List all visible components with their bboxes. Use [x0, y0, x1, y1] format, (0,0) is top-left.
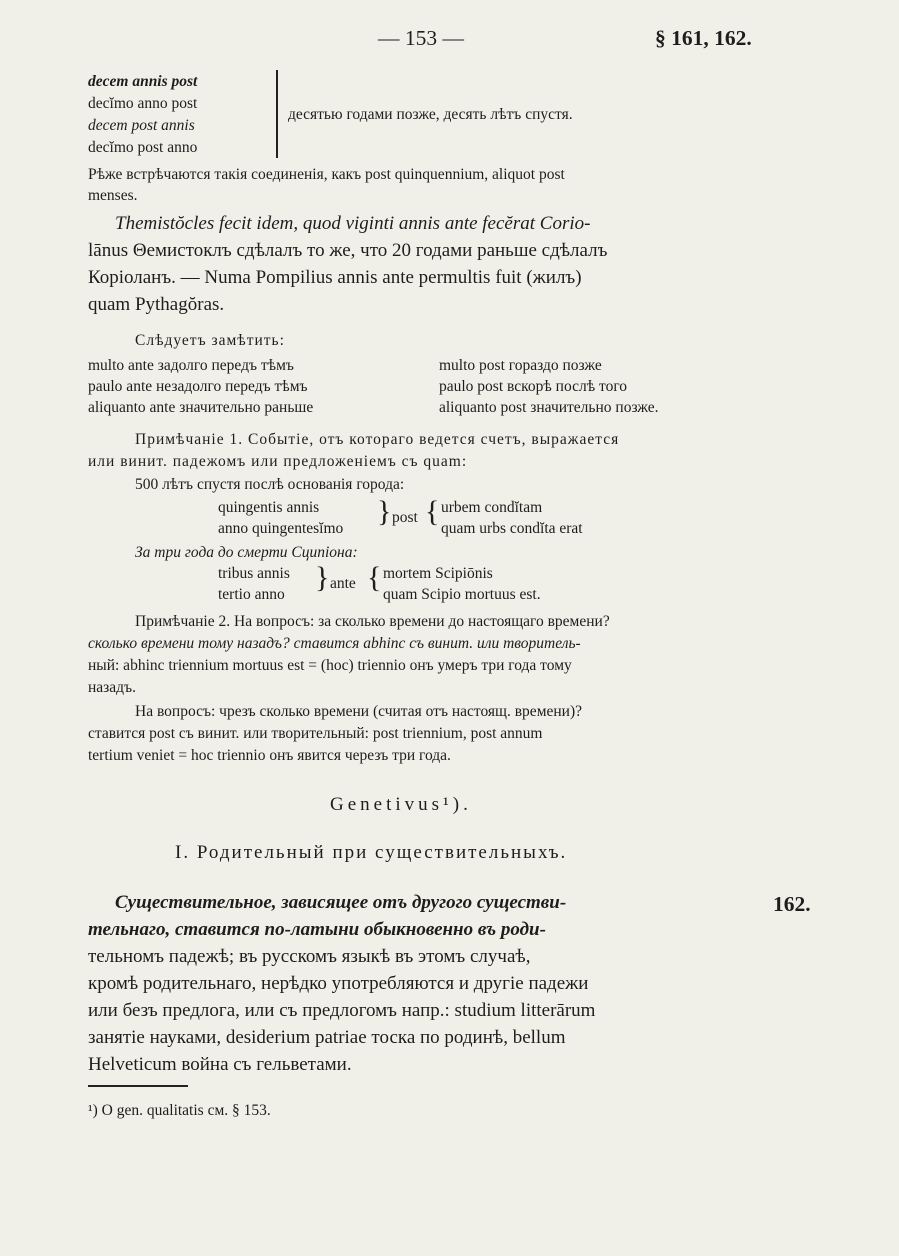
example-right: quam Scipio mortuus est.	[383, 586, 541, 603]
brace-right: }	[377, 495, 392, 528]
paragraph-line: Коріоланъ. — Numa Pompilius annis ante permultis fuit (жилъ)	[88, 267, 582, 288]
adverb-left: aliquanto ante значительно раньше	[88, 399, 314, 416]
remark-line: На вопросъ: чрезъ сколько времени (считая отъ настоящ. времени)?	[135, 703, 583, 720]
footnote-divider	[88, 1085, 188, 1087]
remark-line: назадъ.	[88, 679, 136, 696]
rule-line: кромѣ родительнаго, нерѣдко употребляются и другіе падежи	[88, 973, 589, 994]
example-mid: post	[392, 509, 418, 526]
remark-line: tertium veniet = hoc triennio онъ явится черезъ три года.	[88, 747, 451, 764]
adverb-right: aliquanto post значительно позже.	[439, 399, 659, 416]
note-heading: Слѣдуетъ замѣтить:	[135, 332, 285, 349]
brace-left: {	[425, 495, 440, 528]
example-label: За три года до смерти Сципіона:	[135, 544, 358, 561]
example-left: quingentis annis	[218, 499, 320, 516]
example-left: tribus annis	[218, 565, 290, 582]
footnote: ¹) О gen. qualitatis см. § 153.	[88, 1102, 271, 1119]
section-number: 162.	[773, 892, 811, 916]
rule-line: Существительное, зависящее отъ другого существи-	[115, 892, 567, 913]
example-right: quam urbs condĭta erat	[441, 520, 583, 537]
example-label: 500 лѣтъ спустя послѣ основанія города:	[135, 476, 405, 493]
remark-line: ный: abhinc triennium mortuus est = (hoc) triennio онъ умеръ три года тому	[88, 657, 572, 674]
paragraph-line: quam Pythagŏras.	[88, 294, 225, 315]
adverb-left: paulo ante незадолго передъ тѣмъ	[88, 378, 308, 395]
section-title: Genetivus¹).	[330, 794, 472, 815]
example-right: urbem condĭtam	[441, 499, 543, 516]
page-number: — 153 —	[378, 26, 464, 50]
remark-line: Примѣчаніе 2. На вопросъ: за сколько времени до настоящаго времени?	[135, 613, 610, 630]
example-left: tertio anno	[218, 586, 285, 603]
latin-line: decem post annis	[88, 117, 195, 134]
latin-line: decĭmo anno post	[88, 95, 198, 112]
example-right: mortem Scipiōnis	[383, 565, 493, 582]
translation: десятью годами позже, десять лѣтъ спустя.	[288, 106, 573, 123]
brace-left: {	[367, 561, 382, 594]
adverb-right: multo post гораздо позже	[439, 357, 602, 374]
rule-line: или безъ предлога, или съ предлогомъ напр.: studium litterārum	[88, 1000, 596, 1021]
rule-line: Helveticum война съ гельветами.	[88, 1054, 352, 1075]
remark-line: сколько времени тому назадъ? ставится abhinc съ винит. или творитель-	[88, 635, 581, 652]
remark-line: ставится post съ винит. или творительный: post triennium, post annum	[88, 725, 543, 742]
rule-line: занятіе науками, desiderium patriae тоска по родинѣ, bellum	[88, 1027, 566, 1048]
brace-line	[276, 70, 278, 158]
paragraph-line: Themistŏcles fecit idem, quod viginti annis ante fecĕrat Corio-	[115, 213, 591, 234]
paragraph-line: lānus Θемистоклъ сдѣлалъ то же, что 20 годами раньше сдѣлалъ	[88, 240, 608, 261]
adverb-left: multo ante задолго передъ тѣмъ	[88, 357, 294, 374]
remark-line: Примѣчаніе 1. Событіе, отъ котораго ведется счетъ, выражается	[135, 431, 620, 448]
example-mid: ante	[330, 575, 356, 592]
brace-right: }	[315, 561, 330, 594]
section-reference: § 161, 162.	[655, 26, 752, 50]
paragraph-line: menses.	[88, 187, 138, 204]
latin-line: decĭmo post anno	[88, 139, 198, 156]
latin-line: decem annis post	[88, 73, 198, 90]
rule-line: тельномъ падежѣ; въ русскомъ языкѣ въ этомъ случаѣ,	[88, 946, 531, 967]
rule-line: тельнаго, ставится по-латыни обыкновенно въ роди-	[88, 919, 546, 940]
remark-line: или винит. падежомъ или предложеніемъ съ quam:	[88, 453, 468, 470]
paragraph-line: Рѣже встрѣчаются такія соединенія, какъ post quinquennium, aliquot post	[88, 166, 565, 183]
subsection-title: I. Родительный при существительныхъ.	[175, 842, 568, 863]
example-left: anno quingentesĭmo	[218, 520, 344, 537]
adverb-right: paulo post вскорѣ послѣ того	[439, 378, 628, 395]
